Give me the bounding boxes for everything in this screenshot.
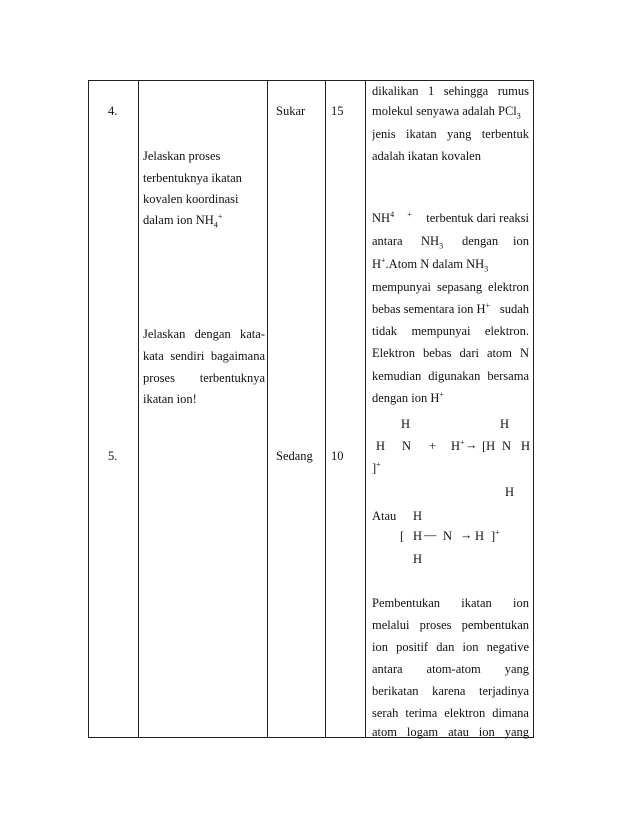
answer-5a-line-7: Elektron bebas dari atom N	[372, 347, 529, 360]
eq-alt-close: ]+	[491, 527, 500, 543]
question-5a-line-4: dalam ion $NH_4^+$	[143, 211, 223, 230]
column-divider-3	[325, 81, 326, 737]
column-divider-1	[138, 81, 139, 737]
row-number-4: 4.	[108, 104, 118, 118]
question-5a-line-1: Jelaskan proses	[143, 149, 221, 163]
eq-alt-arrow: →	[460, 528, 473, 542]
answer-5a-line-6: tidak mempunyai elektron.	[372, 325, 529, 338]
eq-alt-open: [	[400, 529, 405, 543]
eq-n-right: N	[502, 439, 512, 453]
eq-atau-label: Atau	[372, 509, 397, 523]
question-5b-line-2: kata sendiri bagaimana	[143, 350, 265, 363]
eq-n-left: N	[402, 439, 412, 453]
score-4: 15	[331, 104, 344, 118]
eq-arrow: →	[465, 438, 478, 452]
answer-5a-line-9: dengan ion H+	[372, 389, 444, 405]
question-5b-line-4: ikatan ion!	[143, 392, 197, 406]
eq-alt-n: N	[443, 529, 453, 543]
difficulty-level-4: Sukar	[276, 104, 306, 118]
answer-4-line-2: molekul senyawa adalah PCl$_3$	[372, 104, 521, 121]
eq-h-top-2: H	[500, 417, 510, 431]
eq-alt-h-bottom: H	[413, 552, 423, 566]
answer-5b-line-5: berikatan karena terjadinya	[372, 685, 529, 698]
column-divider-4	[365, 81, 366, 737]
eq-alt-h-left: H	[413, 529, 423, 543]
eq-h-top-1: H	[401, 417, 411, 431]
difficulty-level-5: Sedang	[276, 449, 313, 463]
question-5a-line-2: terbentuknya ikatan	[143, 171, 242, 185]
answer-5a-line-5: bebas sementara ion H+ sudah	[372, 300, 529, 316]
eq-plus: +	[429, 439, 437, 453]
eq-h-bottom: H	[505, 485, 515, 499]
question-5a-line-3: kovalen koordinasi	[143, 192, 239, 206]
answer-5a-line-1: $NH^4$ + terbentuk dari reaksi	[372, 209, 529, 225]
eq-alt-h-top: H	[413, 509, 423, 523]
eq-alt-bond: —	[424, 528, 437, 542]
eq-bracket-h: [H	[482, 439, 496, 453]
answer-5a-line-3: H+.Atom N dalam $NH_3$	[372, 255, 489, 274]
answer-5b-line-6: serah terima elektron dimana	[372, 707, 529, 720]
eq-alt-h-right: H	[475, 529, 485, 543]
eq-h-ion: H+	[451, 437, 465, 453]
question-5b-line-3: proses terbentuknya	[143, 372, 265, 385]
answer-4-line-1: dikalikan 1 sehingga rumus	[372, 85, 529, 98]
answer-4-line-3: jenis ikatan yang terbentuk	[372, 128, 529, 141]
column-divider-2	[267, 81, 268, 737]
answer-5a-line-2: antara $NH_3$ dengan ion	[372, 234, 529, 251]
answer-4-line-4: adalah ikatan kovalen	[372, 149, 481, 163]
answer-5b-line-2: melalui proses pembentukan	[372, 619, 529, 632]
eq-bracket-close: ]+	[372, 459, 381, 475]
answer-5b-line-3: ion positif dan ion negative	[372, 641, 529, 654]
score-5: 10	[331, 449, 344, 463]
eq-h-left: H	[376, 439, 386, 453]
answer-5a-line-4: mempunyai sepasang elektron	[372, 281, 529, 294]
answer-5b-line-7: atom logam atau ion yang	[372, 726, 529, 739]
question-5b-line-1: Jelaskan dengan kata-	[143, 328, 265, 341]
row-number-5: 5.	[108, 449, 118, 463]
eq-h-right: H	[521, 439, 531, 453]
answer-5b-line-1: Pembentukan ikatan ion	[372, 597, 529, 610]
answer-5b-line-4: antara atom-atom yang	[372, 663, 529, 676]
answer-5a-line-8: kemudian digunakan bersama	[372, 370, 529, 383]
